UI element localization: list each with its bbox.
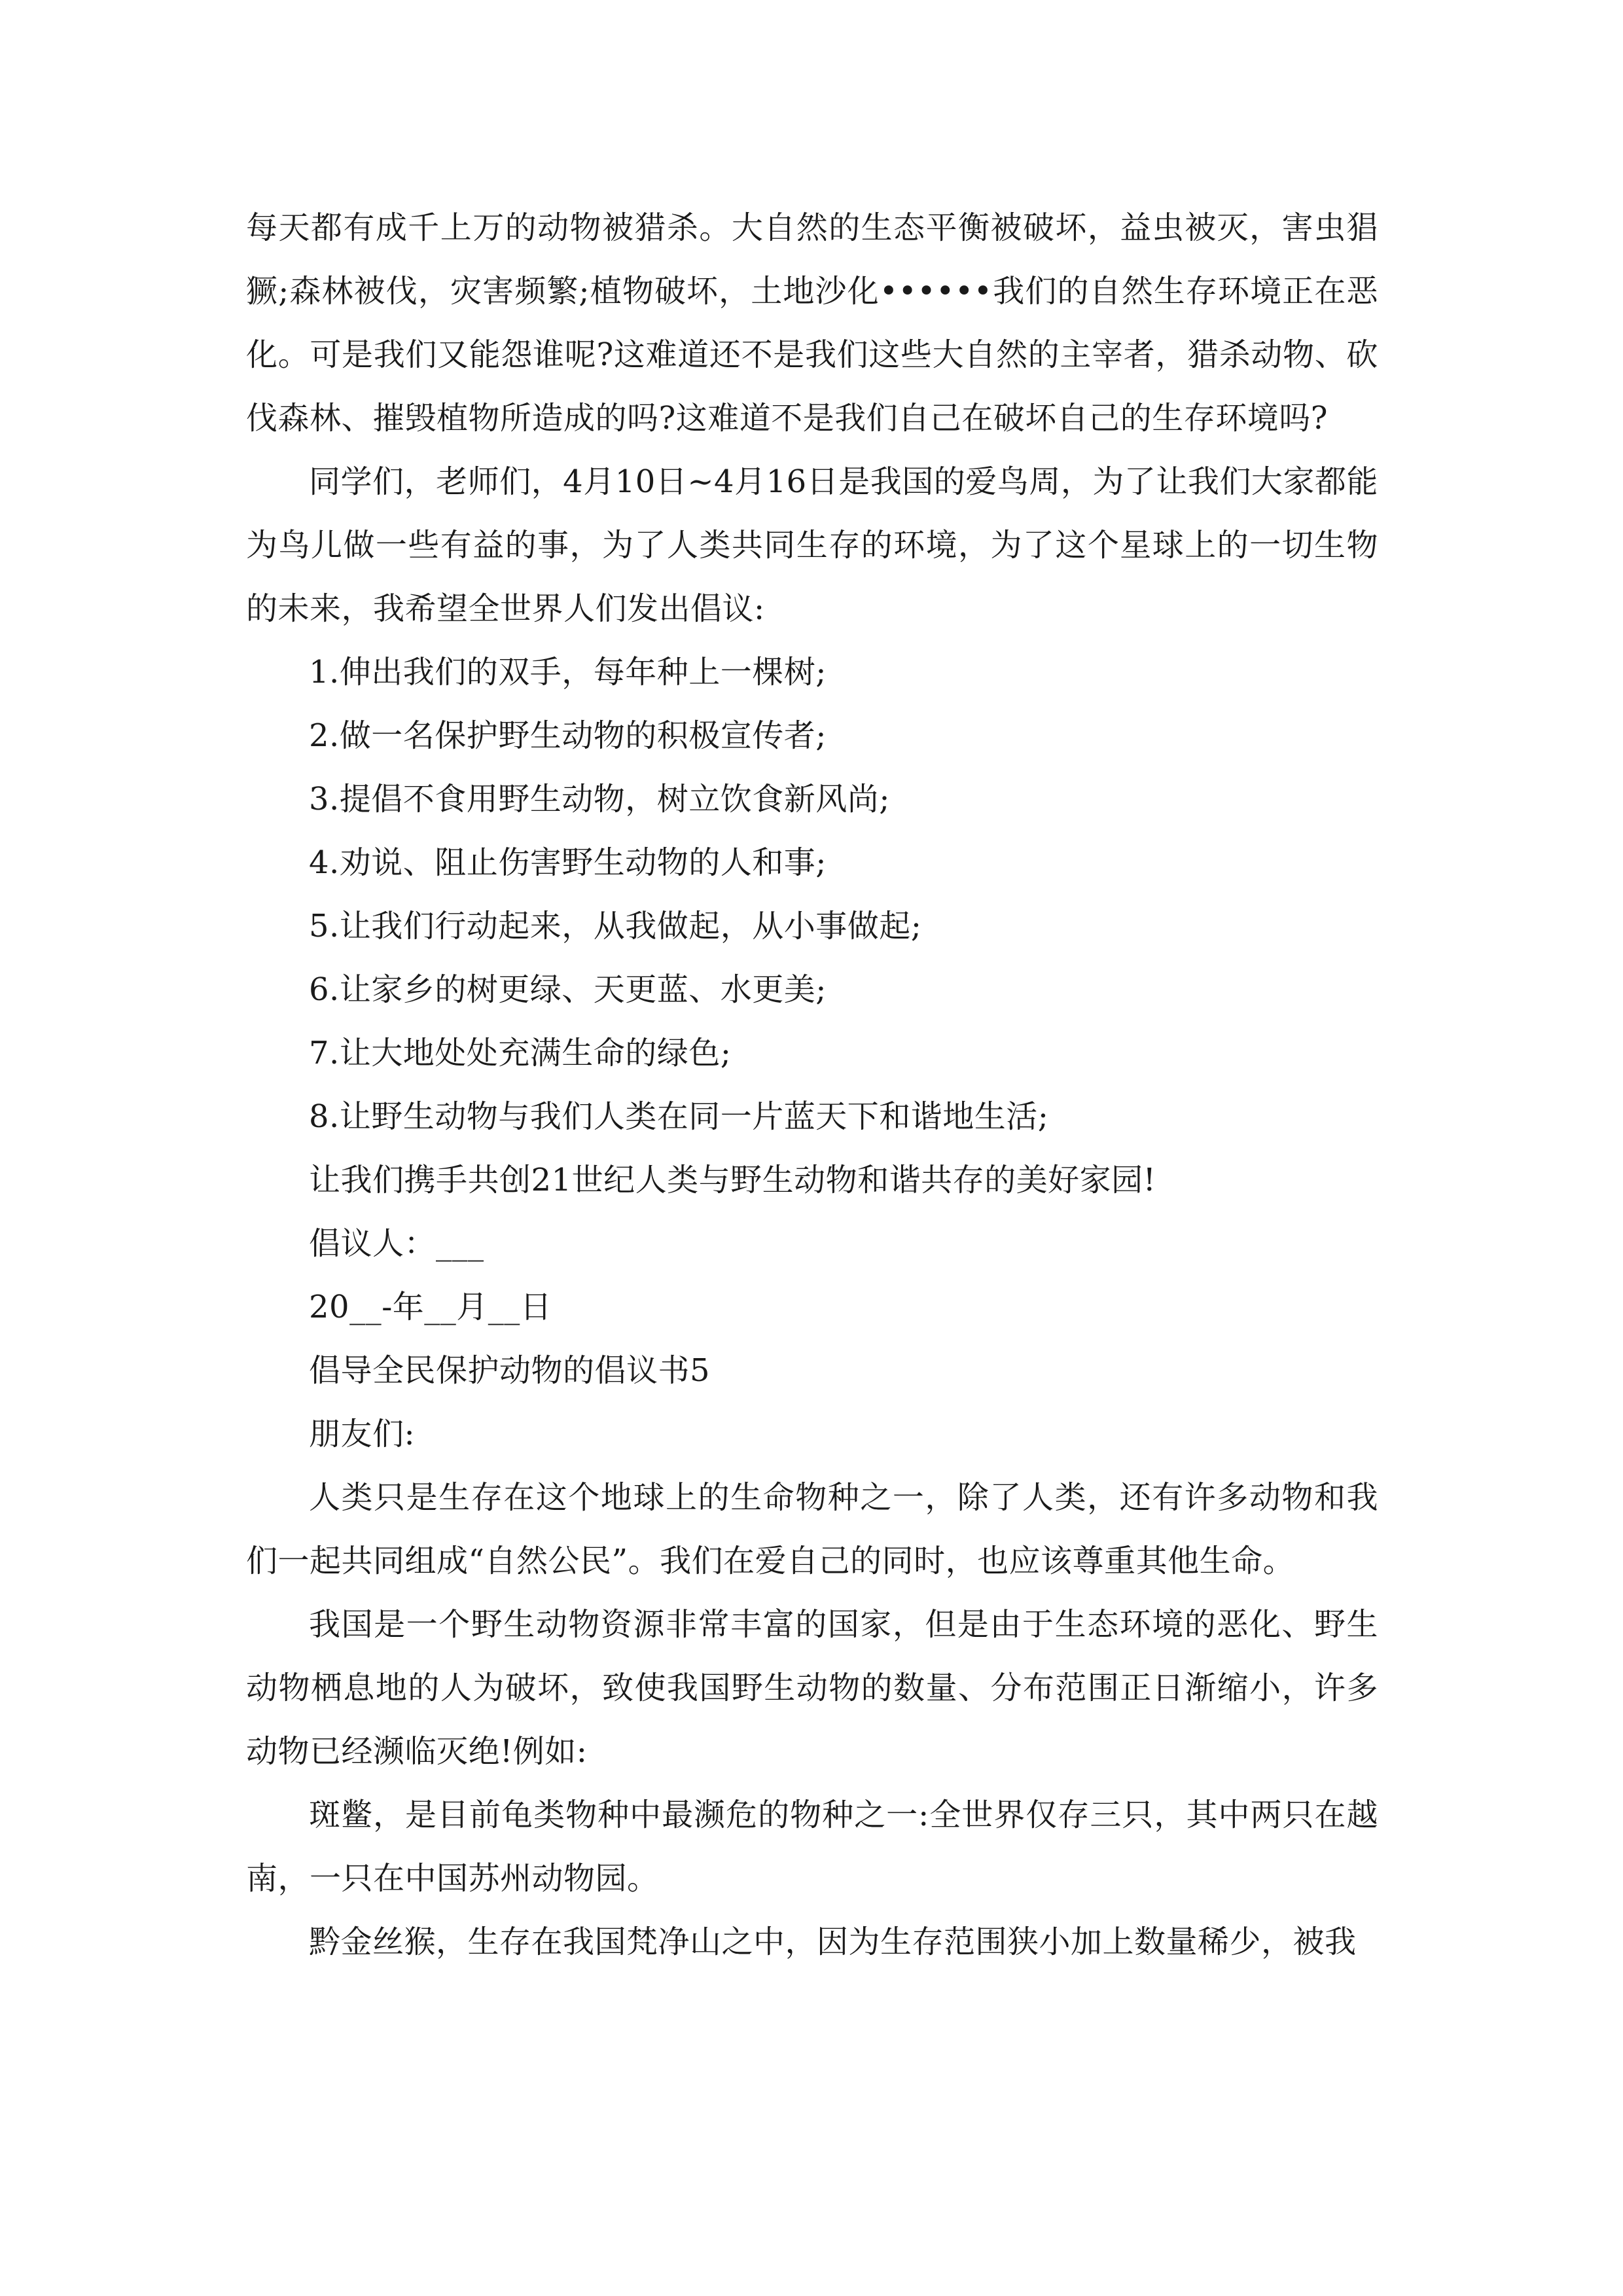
proposal-item-1: 1.伸出我们的双手，每年种上一棵树; — [309, 654, 827, 691]
section-title: 倡导全民保护动物的倡议书5 — [309, 1352, 711, 1389]
paragraph-softshell-turtle: 斑鳖，是目前龟类物种中最濒危的物种之一:全世界仅存三只，其中两只在越南，一只在中国苏州动物园。 — [246, 1797, 1378, 1897]
date-line: 20__-年__月__日 — [309, 1289, 552, 1325]
proposal-item-4: 4.劝说、阻止伤害野生动物的人和事; — [309, 844, 827, 881]
document-body — [246, 196, 1378, 1974]
proposal-item-6: 6.让家乡的树更绿、天更蓝、水更美; — [309, 971, 827, 1008]
proposal-item-2: 2.做一名保护野生动物的积极宣传者; — [309, 717, 827, 754]
paragraph-bird-week: 同学们，老师们，4月10日~4月16日是我国的爱鸟周，为了让我们大家都能为鸟儿做一些有益的事，为了人类共同生存的环境，为了这个星球上的一切生物的未来，我希望全世界人们发出倡议: — [246, 463, 1378, 627]
closing-slogan: 让我们携手共创21世纪人类与野生动物和谐共存的美好家园! — [309, 1162, 1156, 1198]
paragraph-hunting: 每天都有成千上万的动物被猎杀。大自然的生态平衡被破坏，益虫被灭，害虫猖獗;森林被伐，灾害频繁;植物破坏，土地沙化••••••我们的自然生存环境正在恶化。可是我们又能怨谁呢?这难道还不是我们这些大自然的主宰者，猎杀动物、砍伐森林、摧毁植物所造成的吗?这难道不是我们自己在破坏自己的生存环境吗? — [246, 209, 1378, 437]
proposal-item-5: 5.让我们行动起来，从我做起，从小事做起; — [309, 908, 922, 944]
proposal-item-8: 8.让野生动物与我们人类在同一片蓝天下和谐地生活; — [309, 1098, 1049, 1135]
paragraph-golden-monkey: 黔金丝猴，生存在我国梵净山之中，因为生存范围狭小加上数量稀少，被我 — [309, 1924, 1357, 1960]
salutation: 朋友们: — [309, 1416, 416, 1452]
paragraph-wildlife-resources: 我国是一个野生动物资源非常丰富的国家，但是由于生态环境的恶化、野生动物栖息地的人为破坏，致使我国野生动物的数量、分布范围正日渐缩小，许多动物已经濒临灭绝!例如: — [246, 1606, 1378, 1770]
proposal-item-7: 7.让大地处处充满生命的绿色; — [309, 1035, 732, 1071]
proposal-item-3: 3.提倡不食用野生动物，树立饮食新风尚; — [309, 781, 890, 817]
proposer-line: 倡议人：___ — [309, 1225, 484, 1262]
paragraph-natural-citizens: 人类只是生存在这个地球上的生命物种之一，除了人类，还有许多动物和我们一起共同组成“自然公民”。我们在爱自己的同时，也应该尊重其他生命。 — [246, 1479, 1378, 1579]
